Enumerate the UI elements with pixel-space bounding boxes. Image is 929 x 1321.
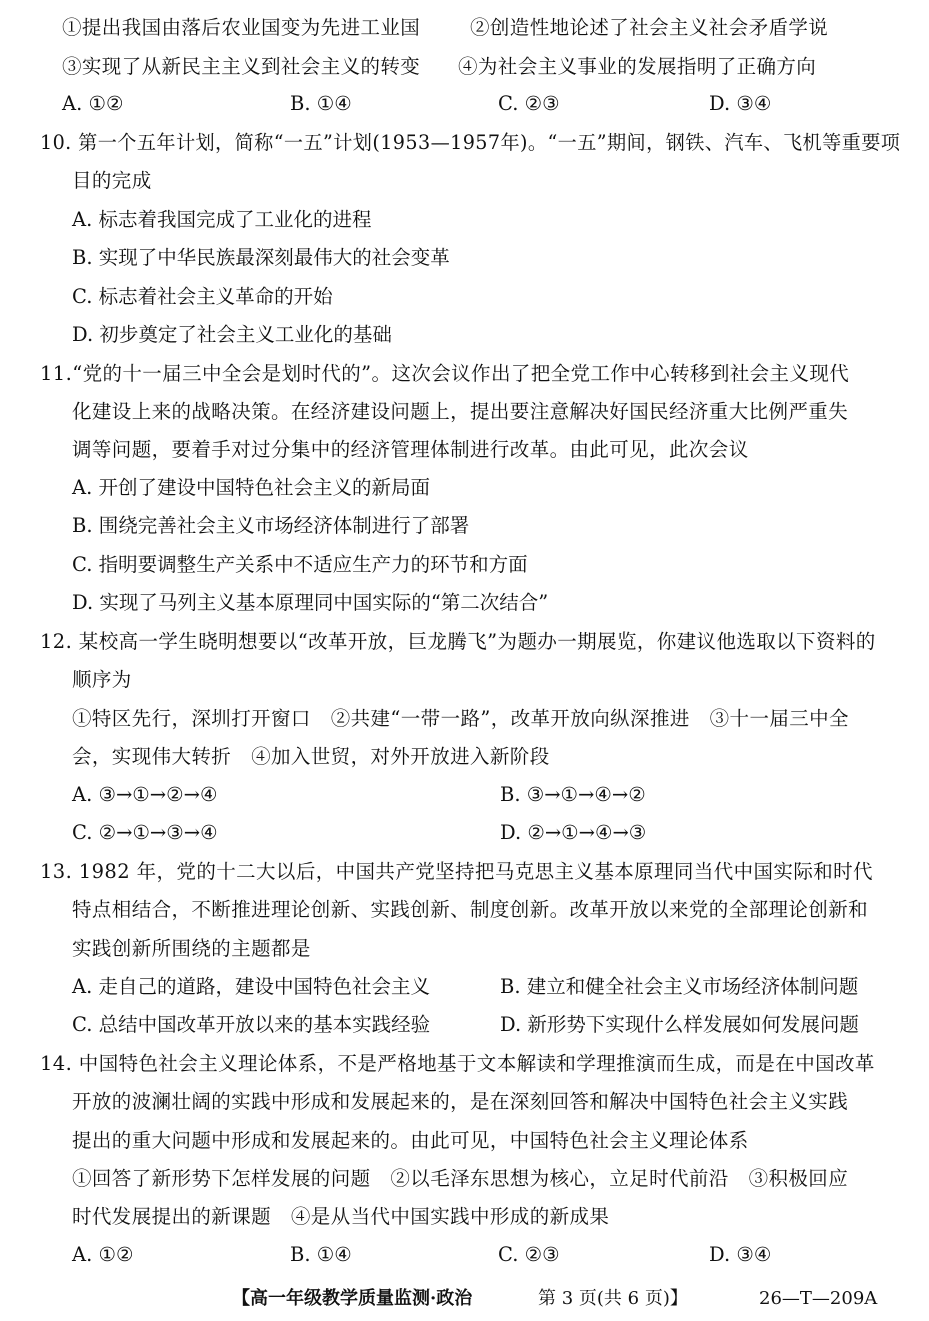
q11-option-b: B. 围绕完善社会主义市场经济体制进行了部署: [72, 514, 470, 537]
page-footer: [0, 1286, 929, 1312]
q12-stem-line-2: 顺序为: [72, 668, 132, 691]
q10-stem-line-2: 目的完成: [72, 169, 152, 192]
q13-option-d: D. 新形势下实现什么样发展如何发展问题: [500, 1013, 859, 1036]
footer-paper-code: 26—T—209A: [759, 1288, 878, 1309]
q10-option-a: A. 标志着我国完成了工业化的进程: [72, 208, 372, 231]
q13-stem-line-1: 13. 1982 年，党的十二大以后，中国共产党坚持把马克思主义基本原理同当代中国实际和时代: [40, 860, 873, 883]
q14-items-line-2: 时代发展提出的新课题 ④是从当代中国实践中形成的新成果: [72, 1205, 610, 1228]
q14-stem-line-2: 开放的波澜壮阔的实践中形成和发展起来的，是在深刻回答和解决中国特色社会主义实践: [72, 1090, 849, 1113]
footer-exam-title: 【高一年级教学质量监测·政治: [232, 1288, 473, 1309]
q9-option-b: B. ①④: [290, 92, 352, 115]
q12-option-a: A. ③→①→②→④: [72, 783, 218, 806]
q13-stem-line-3: 实践创新所围绕的主题都是: [72, 937, 311, 960]
q13-option-c: C. 总结中国改革开放以来的基本实践经验: [72, 1013, 431, 1036]
q14-stem-line-1: 14. 中国特色社会主义理论体系，不是严格地基于文本解读和学理推演而生成，而是在中国改革: [40, 1052, 875, 1075]
q13-stem-line-2: 特点相结合，不断推进理论创新、实践创新、制度创新。改革开放以来党的全部理论创新和: [72, 898, 869, 921]
q9-option-a: A. ①②: [62, 92, 124, 115]
q11-stem-line-1: 11.“党的十一届三中全会是划时代的”。这次会议作出了把全党工作中心转移到社会主义现代: [40, 362, 850, 385]
q11-option-c: C. 指明要调整生产关系中不适应生产力的环节和方面: [72, 553, 528, 576]
q12-items-line-1: ①特区先行，深圳打开窗口 ②共建“一带一路”，改革开放向纵深推进 ③十一届三中全: [72, 707, 849, 730]
q12-option-c: C. ②→①→③→④: [72, 821, 218, 844]
q9-statement-4: ④为社会主义事业的发展指明了正确方向: [458, 55, 817, 78]
q12-items-line-2: 会，实现伟大转折 ④加入世贸，对外开放进入新阶段: [72, 745, 550, 768]
q10-option-d: D. 初步奠定了社会主义工业化的基础: [72, 323, 392, 346]
q14-stem-line-3: 提出的重大问题中形成和发展起来的。由此可见，中国特色社会主义理论体系: [72, 1129, 749, 1152]
q10-option-c: C. 标志着社会主义革命的开始: [72, 285, 333, 308]
q11-stem-line-3: 调等问题，要着手对过分集中的经济管理体制进行改革。由此可见，此次会议: [72, 438, 749, 461]
q9-statement-2: ②创造性地论述了社会主义社会矛盾学说: [470, 16, 829, 39]
q10-option-b: B. 实现了中华民族最深刻最伟大的社会变革: [72, 246, 450, 269]
q12-stem-line-1: 12. 某校高一学生晓明想要以“改革开放，巨龙腾飞”为题办一期展览，你建议他选取以下资料的: [40, 630, 876, 653]
q11-option-a: A. 开创了建设中国特色社会主义的新局面: [72, 476, 430, 499]
q9-statement-1: ①提出我国由落后农业国变为先进工业国: [62, 16, 421, 39]
q12-option-d: D. ②→①→④→③: [500, 821, 647, 844]
q14-items-line-1: ①回答了新形势下怎样发展的问题 ②以毛泽东思想为核心，立足时代前沿 ③积极回应: [72, 1167, 849, 1190]
footer-page-number: 第 3 页(共 6 页)】: [538, 1288, 688, 1309]
q9-option-c: C. ②③: [498, 92, 560, 115]
q13-option-b: B. 建立和健全社会主义市场经济体制问题: [500, 975, 859, 998]
q14-option-b: B. ①④: [290, 1243, 352, 1266]
q14-option-a: A. ①②: [72, 1243, 134, 1266]
q9-statement-3: ③实现了从新民主主义到社会主义的转变: [62, 55, 421, 78]
q10-stem-line-1: 10. 第一个五年计划，简称“一五”计划(1953—1957年)。“一五”期间，钢铁、汽车、飞机等重要项: [40, 131, 901, 154]
q13-option-a: A. 走自己的道路，建设中国特色社会主义: [72, 975, 430, 998]
q12-option-b: B. ③→①→④→②: [500, 783, 646, 806]
q9-option-d: D. ③④: [709, 92, 772, 115]
q14-option-c: C. ②③: [498, 1243, 560, 1266]
q11-option-d: D. 实现了马列主义基本原理同中国实际的“第二次结合”: [72, 591, 549, 614]
q14-option-d: D. ③④: [709, 1243, 772, 1266]
q11-stem-line-2: 化建设上来的战略决策。在经济建设问题上，提出要注意解决好国民经济重大比例严重失: [72, 400, 849, 423]
